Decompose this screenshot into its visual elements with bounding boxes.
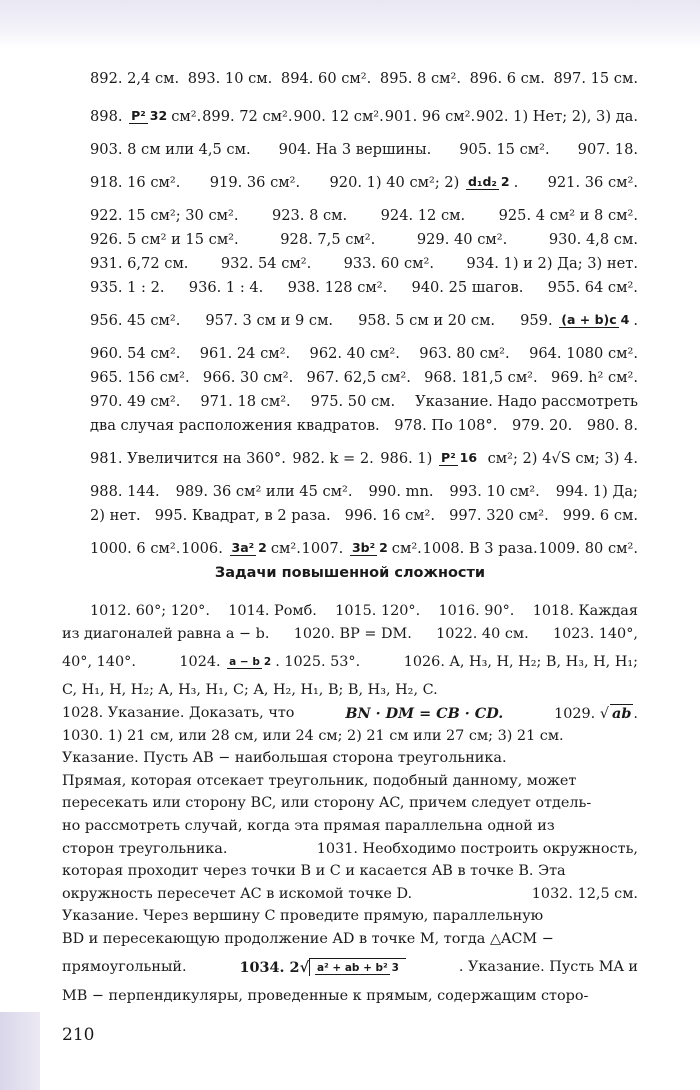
answer-line: 956. 45 см². 957. 3 см и 9 см. 958. 5 см и 20 см. 959. (a + b)c 4 . [90, 311, 638, 329]
square-root: ab [612, 705, 632, 723]
answer-line: 1000. 6 см². 1006. 3a² 2 см². 1007. 3b² 2 см². 1008. В 3 раза. 1009. 80 см². [90, 539, 638, 557]
answer-line: MB − перпендикуляры, проведенные к прямым, содержащим сторо- [62, 987, 589, 1004]
answer-line: сторон треугольника. 1031. Необходимо построить окружность, [62, 840, 638, 857]
answer-line: 1012. 60°; 120°. 1014. Ромб. 1015. 120°. 1016. 90°. 1018. Каждая [90, 603, 638, 620]
answer-line: BD и пересекающую продолжение AD в точке M, тогда △ACM − [62, 931, 554, 948]
answer-line: 960. 54 см². 961. 24 см². 962. 40 см². 963. 80 см². 964. 1080 см². [90, 344, 638, 362]
square-root: 1034. 2√ a² + ab + b² 3 [239, 958, 406, 976]
answer-line: 931. 6,72 см. 932. 54 см². 933. 60 см². 934. 1) и 2) Да; 3) нет. [90, 254, 638, 272]
top-decorative-band [0, 0, 700, 48]
answer-line: 918. 16 см². 919. 36 см². 920. 1) 40 см²; 2) d₁d₂ 2 . 921. 36 см². [90, 173, 638, 191]
answer-line: 935. 1 : 2. 936. 1 : 4. 938. 128 см². 940. 25 шагов. 955. 64 см². [90, 278, 638, 296]
fraction: 3b² 2 [351, 540, 388, 555]
answer-line: 2) нет. 995. Квадрат, в 2 раза. 996. 16 см². 997. 320 см². 999. 6 см. [90, 506, 638, 524]
fraction: P² 32 [131, 108, 168, 123]
answer-line: 40°, 140°. 1024. a − b 2 . 1025. 53°. 1026. A, H₃, H, H₂; B, H₃, H, H₁; [62, 654, 638, 671]
answer-line: из диагоналей равна a − b. 1020. BP = DM. 1022. 40 см. 1023. 140°, [62, 625, 638, 642]
fraction: a² + ab + b² 3 [317, 961, 399, 974]
answer-line: 965. 156 см². 966. 30 см². 967. 62,5 см². 968. 181,5 см². 969. h² см². [90, 368, 638, 386]
answer-line: пересекать или сторону BC, или сторону AC, причем следует отдель- [62, 795, 592, 812]
fraction: (a + b)c 4 [561, 312, 630, 327]
answer-line: но рассмотреть случай, когда эта прямая параллельна одной из [62, 818, 555, 835]
answer-line: 981. Увеличится на 360°. 982. k = 2. 986. 1) P² 16 см²; 2) 4√S см; 3) 4. [90, 449, 638, 467]
answer-line: прямоугольный. 1034. 2√ a² + ab + b² 3 . Указание. Пусть MA и [62, 959, 638, 977]
fraction: a − b 2 [229, 655, 272, 668]
page-number: 210 [62, 1025, 95, 1045]
answer-line: Указание. Пусть AB − наибольшая сторона треугольника. [62, 750, 507, 767]
answer-line: 892. 2,4 см. 893. 10 см. 894. 60 см². 895. 8 см². 896. 6 см. 897. 15 см. [90, 70, 638, 87]
page-corner-tab [0, 1012, 40, 1090]
answer-line: 1030. 1) 21 см, или 28 см, или 24 см; 2) 21 см или 27 см; 3) 21 см. [62, 727, 564, 744]
answer-line: 898. P² 32 см². 899. 72 см². 900. 12 см². 901. 96 см². 902. 1) Нет; 2), 3) да. [90, 107, 638, 125]
answer-line: Указание. Через вершину C проведите прямую, параллельную [62, 908, 544, 925]
answers-block [90, 62, 638, 569]
answer-line: 922. 15 см²; 30 см². 923. 8 см. 924. 12 см. 925. 4 см² и 8 см². [90, 206, 638, 224]
section-title: Задачи повышенной сложности [214, 565, 486, 581]
answer-line: 988. 144. 989. 36 см² или 45 см². 990. mn. 993. 10 см². 994. 1) Да; [90, 482, 638, 500]
hard-problems-block [62, 600, 638, 1007]
fraction: d₁d₂ 2 [468, 174, 510, 189]
answer-line: C, H₁, H, H₂; A, H₃, H₁, C; A, H₂, H₁, B; B, H₃, H₂, C. [62, 682, 438, 699]
answer-line: 970. 49 см². 971. 18 см². 975. 50 см. Указание. Надо рассмотреть [90, 392, 638, 410]
answer-line: Прямая, которая отсекает треугольник, подобный данному, может [62, 772, 577, 789]
answer-line: 903. 8 см или 4,5 см. 904. На 3 вершины. 905. 15 см². 907. 18. [90, 140, 638, 158]
answer-line: которая проходит через точки B и C и касается AB в точке B. Эта [62, 863, 566, 880]
answer-line: окружность пересечет AC в искомой точке D. 1032. 12,5 см. [62, 885, 638, 902]
answer-line: 1028. Указание. Доказать, что BN · DM = CB · CD. 1029. √ ab . [62, 704, 638, 723]
fraction: 3a² 2 [231, 540, 267, 555]
answer-line: два случая расположения квадратов. 978. По 108°. 979. 20. 980. 8. [90, 416, 638, 434]
fraction: P² 16 [441, 450, 478, 465]
answer-line: 926. 5 см² и 15 см². 928. 7,5 см². 929. 40 см². 930. 4,8 см. [90, 230, 638, 248]
